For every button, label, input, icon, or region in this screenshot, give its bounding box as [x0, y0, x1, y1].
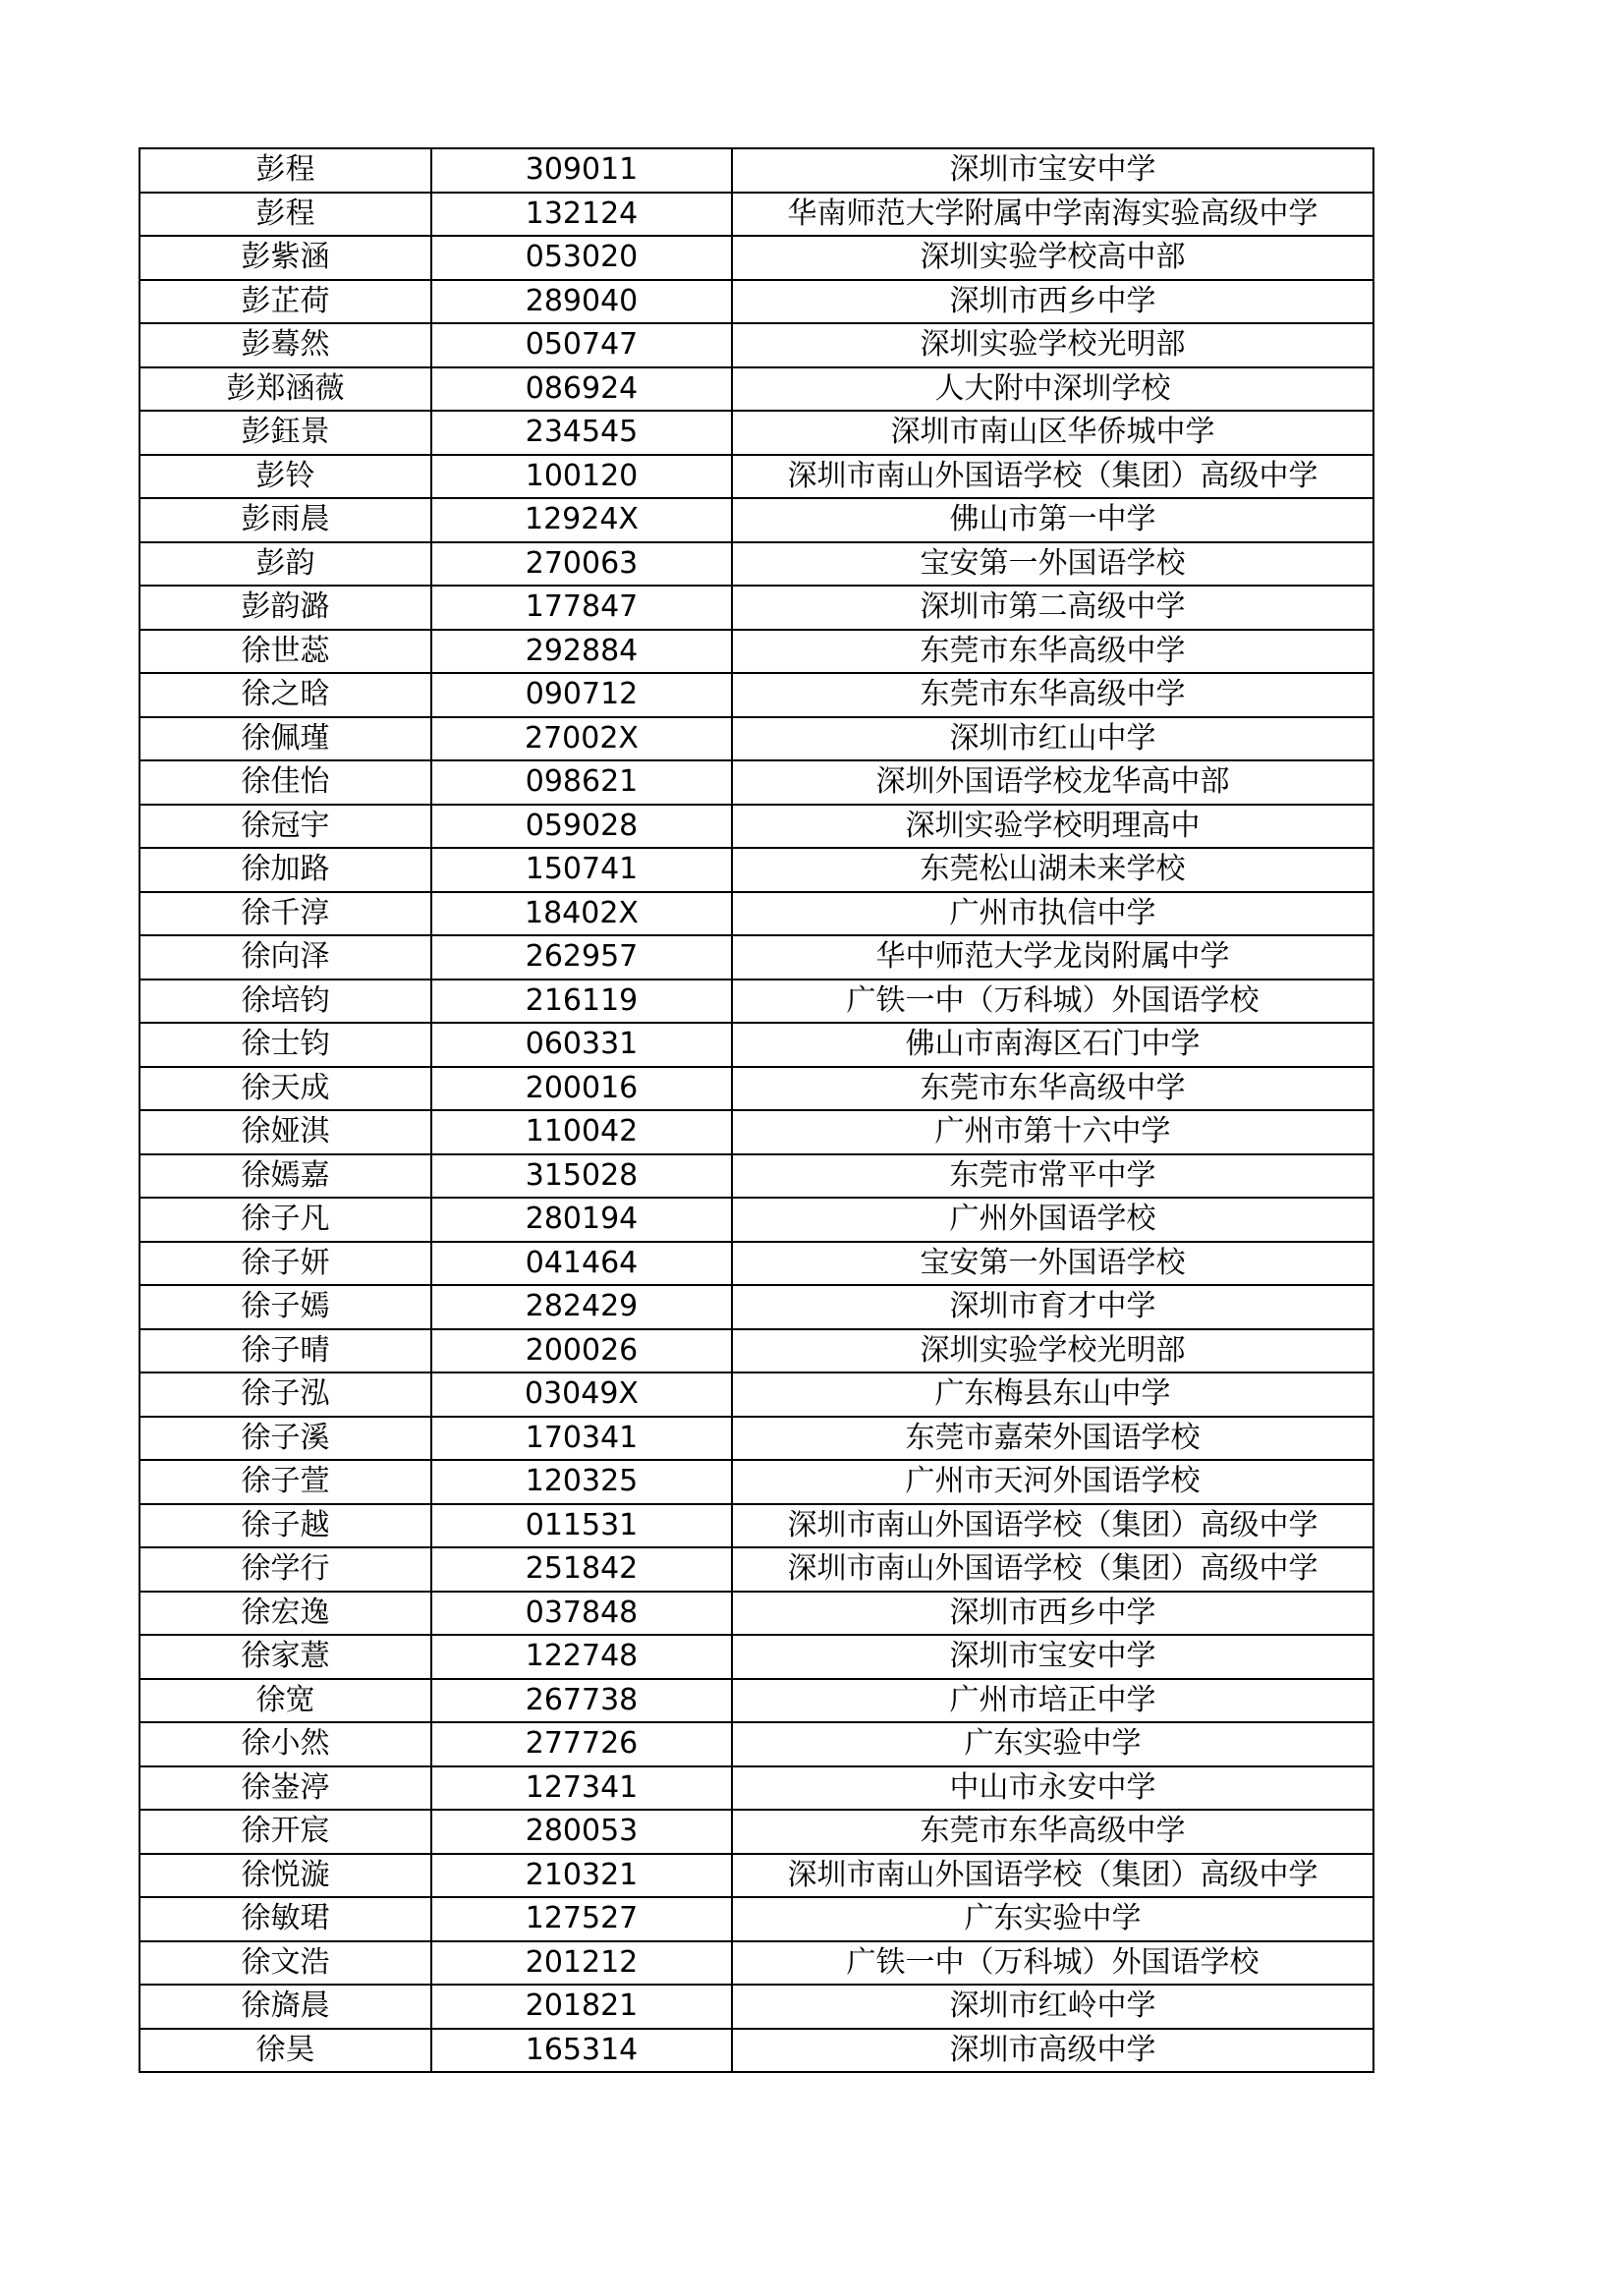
- student-name-cell: 彭雨晨: [140, 498, 431, 542]
- school-name-cell: 广东实验中学: [732, 1897, 1373, 1941]
- student-id-cell: 090712: [431, 673, 732, 717]
- student-name-cell: 徐敏珺: [140, 1897, 431, 1941]
- student-id-cell: 053020: [431, 236, 732, 280]
- student-name-cell: 彭韵潞: [140, 586, 431, 630]
- student-name-cell: 徐开宸: [140, 1810, 431, 1854]
- student-name-cell: 徐文浩: [140, 1941, 431, 1986]
- student-id-cell: 165314: [431, 2029, 732, 2073]
- table-row: [140, 1242, 1373, 1286]
- student-id-cell: 110042: [431, 1110, 732, 1154]
- student-name-cell: 徐子晴: [140, 1329, 431, 1373]
- student-id-cell: 210321: [431, 1854, 732, 1898]
- student-list-body: [140, 148, 1373, 2072]
- student-id-cell: 041464: [431, 1242, 732, 1286]
- student-name-cell: 徐崟渟: [140, 1766, 431, 1811]
- student-id-cell: 201212: [431, 1941, 732, 1986]
- student-id-cell: 120325: [431, 1460, 732, 1504]
- school-name-cell: 深圳市高级中学: [732, 2029, 1373, 2073]
- student-id-cell: 289040: [431, 280, 732, 324]
- table-row: [140, 935, 1373, 980]
- school-name-cell: 东莞市常平中学: [732, 1154, 1373, 1199]
- school-name-cell: 深圳市育才中学: [732, 1285, 1373, 1329]
- table-row: [140, 148, 1373, 193]
- student-id-cell: 150741: [431, 848, 732, 892]
- student-name-cell: 徐娅淇: [140, 1110, 431, 1154]
- student-id-cell: 201821: [431, 1985, 732, 2029]
- school-name-cell: 深圳市宝安中学: [732, 1635, 1373, 1679]
- student-id-cell: 315028: [431, 1154, 732, 1199]
- student-list-table: [139, 147, 1374, 2073]
- student-id-cell: 309011: [431, 148, 732, 193]
- student-name-cell: 徐培钧: [140, 980, 431, 1024]
- student-id-cell: 270063: [431, 542, 732, 587]
- student-id-cell: 200026: [431, 1329, 732, 1373]
- school-name-cell: 中山市永安中学: [732, 1766, 1373, 1811]
- table-row: [140, 1460, 1373, 1504]
- table-row: [140, 2029, 1373, 2073]
- school-name-cell: 深圳实验学校光明部: [732, 1329, 1373, 1373]
- table-row: [140, 1023, 1373, 1067]
- school-name-cell: 广州市执信中学: [732, 892, 1373, 936]
- student-id-cell: 280053: [431, 1810, 732, 1854]
- student-id-cell: 03049X: [431, 1372, 732, 1417]
- table-row: [140, 1504, 1373, 1548]
- student-id-cell: 177847: [431, 586, 732, 630]
- student-name-cell: 徐天成: [140, 1067, 431, 1111]
- school-name-cell: 广铁一中（万科城）外国语学校: [732, 980, 1373, 1024]
- table-row: [140, 848, 1373, 892]
- school-name-cell: 广东实验中学: [732, 1722, 1373, 1766]
- table-row: [140, 1198, 1373, 1242]
- table-row: [140, 280, 1373, 324]
- school-name-cell: 东莞市东华高级中学: [732, 673, 1373, 717]
- student-name-cell: 徐士钧: [140, 1023, 431, 1067]
- student-name-cell: 徐千淳: [140, 892, 431, 936]
- table-row: [140, 367, 1373, 412]
- student-name-cell: 徐子凡: [140, 1198, 431, 1242]
- student-id-cell: 234545: [431, 411, 732, 455]
- school-name-cell: 佛山市第一中学: [732, 498, 1373, 542]
- student-name-cell: 徐宽: [140, 1679, 431, 1723]
- student-id-cell: 059028: [431, 805, 732, 849]
- student-name-cell: 彭蓦然: [140, 323, 431, 367]
- school-name-cell: 东莞市东华高级中学: [732, 1067, 1373, 1111]
- student-name-cell: 徐世蕊: [140, 630, 431, 674]
- school-name-cell: 人大附中深圳学校: [732, 367, 1373, 412]
- school-name-cell: 深圳市红山中学: [732, 717, 1373, 761]
- student-id-cell: 011531: [431, 1504, 732, 1548]
- student-name-cell: 彭芷荷: [140, 280, 431, 324]
- student-id-cell: 12924X: [431, 498, 732, 542]
- student-name-cell: 徐子嫣: [140, 1285, 431, 1329]
- student-id-cell: 27002X: [431, 717, 732, 761]
- school-name-cell: 东莞市东华高级中学: [732, 1810, 1373, 1854]
- school-name-cell: 东莞松山湖未来学校: [732, 848, 1373, 892]
- table-row: [140, 236, 1373, 280]
- table-row: [140, 1285, 1373, 1329]
- school-name-cell: 广铁一中（万科城）外国语学校: [732, 1941, 1373, 1986]
- table-row: [140, 1635, 1373, 1679]
- student-name-cell: 徐佳怡: [140, 760, 431, 805]
- table-row: [140, 717, 1373, 761]
- school-name-cell: 深圳市第二高级中学: [732, 586, 1373, 630]
- table-row: [140, 1547, 1373, 1592]
- student-name-cell: 徐嫣嘉: [140, 1154, 431, 1199]
- student-name-cell: 彭程: [140, 193, 431, 237]
- student-id-cell: 037848: [431, 1592, 732, 1636]
- school-name-cell: 深圳市红岭中学: [732, 1985, 1373, 2029]
- student-name-cell: 徐子泓: [140, 1372, 431, 1417]
- school-name-cell: 广州市培正中学: [732, 1679, 1373, 1723]
- table-row: [140, 1854, 1373, 1898]
- school-name-cell: 华南师范大学附属中学南海实验高级中学: [732, 193, 1373, 237]
- student-name-cell: 彭铃: [140, 455, 431, 499]
- student-id-cell: 277726: [431, 1722, 732, 1766]
- table-row: [140, 323, 1373, 367]
- table-row: [140, 1372, 1373, 1417]
- school-name-cell: 宝安第一外国语学校: [732, 542, 1373, 587]
- table-row: [140, 1941, 1373, 1986]
- table-row: [140, 1417, 1373, 1461]
- student-name-cell: 徐子妍: [140, 1242, 431, 1286]
- student-name-cell: 彭韵: [140, 542, 431, 587]
- student-id-cell: 282429: [431, 1285, 732, 1329]
- table-row: [140, 498, 1373, 542]
- table-row: [140, 586, 1373, 630]
- student-name-cell: 徐宏逸: [140, 1592, 431, 1636]
- student-id-cell: 216119: [431, 980, 732, 1024]
- student-name-cell: 徐佩瑾: [140, 717, 431, 761]
- school-name-cell: 深圳市西乡中学: [732, 1592, 1373, 1636]
- student-name-cell: 彭紫涵: [140, 236, 431, 280]
- school-name-cell: 深圳市南山外国语学校（集团）高级中学: [732, 455, 1373, 499]
- school-name-cell: 深圳市南山外国语学校（集团）高级中学: [732, 1854, 1373, 1898]
- school-name-cell: 广州外国语学校: [732, 1198, 1373, 1242]
- student-name-cell: 徐加路: [140, 848, 431, 892]
- school-name-cell: 东莞市嘉荣外国语学校: [732, 1417, 1373, 1461]
- student-name-cell: 徐学行: [140, 1547, 431, 1592]
- table-row: [140, 630, 1373, 674]
- table-row: [140, 892, 1373, 936]
- student-id-cell: 18402X: [431, 892, 732, 936]
- school-name-cell: 宝安第一外国语学校: [732, 1242, 1373, 1286]
- school-name-cell: 佛山市南海区石门中学: [732, 1023, 1373, 1067]
- table-row: [140, 805, 1373, 849]
- school-name-cell: 广东梅县东山中学: [732, 1372, 1373, 1417]
- student-id-cell: 127341: [431, 1766, 732, 1811]
- student-name-cell: 徐向泽: [140, 935, 431, 980]
- student-id-cell: 292884: [431, 630, 732, 674]
- student-id-cell: 098621: [431, 760, 732, 805]
- student-name-cell: 徐旖晨: [140, 1985, 431, 2029]
- student-id-cell: 251842: [431, 1547, 732, 1592]
- school-name-cell: 深圳实验学校高中部: [732, 236, 1373, 280]
- school-name-cell: 广州市天河外国语学校: [732, 1460, 1373, 1504]
- student-name-cell: 彭鈺景: [140, 411, 431, 455]
- table-row: [140, 1722, 1373, 1766]
- student-id-cell: 280194: [431, 1198, 732, 1242]
- school-name-cell: 华中师范大学龙岗附属中学: [732, 935, 1373, 980]
- school-name-cell: 深圳实验学校光明部: [732, 323, 1373, 367]
- student-name-cell: 徐子溪: [140, 1417, 431, 1461]
- school-name-cell: 深圳市南山外国语学校（集团）高级中学: [732, 1547, 1373, 1592]
- table-row: [140, 193, 1373, 237]
- table-row: [140, 455, 1373, 499]
- student-id-cell: 100120: [431, 455, 732, 499]
- student-id-cell: 170341: [431, 1417, 732, 1461]
- table-row: [140, 1110, 1373, 1154]
- school-name-cell: 深圳市宝安中学: [732, 148, 1373, 193]
- student-name-cell: 徐小然: [140, 1722, 431, 1766]
- student-id-cell: 200016: [431, 1067, 732, 1111]
- student-name-cell: 彭程: [140, 148, 431, 193]
- school-name-cell: 东莞市东华高级中学: [732, 630, 1373, 674]
- student-name-cell: 徐家薏: [140, 1635, 431, 1679]
- table-row: [140, 760, 1373, 805]
- table-row: [140, 980, 1373, 1024]
- table-row: [140, 1592, 1373, 1636]
- student-id-cell: 086924: [431, 367, 732, 412]
- student-id-cell: 122748: [431, 1635, 732, 1679]
- student-name-cell: 徐子越: [140, 1504, 431, 1548]
- table-row: [140, 1154, 1373, 1199]
- school-name-cell: 深圳市南山区华侨城中学: [732, 411, 1373, 455]
- student-name-cell: 徐冠宇: [140, 805, 431, 849]
- student-name-cell: 徐悦漩: [140, 1854, 431, 1898]
- student-name-cell: 徐之晗: [140, 673, 431, 717]
- student-name-cell: 彭郑涵薇: [140, 367, 431, 412]
- table-row: [140, 411, 1373, 455]
- table-row: [140, 673, 1373, 717]
- school-name-cell: 深圳市西乡中学: [732, 280, 1373, 324]
- table-row: [140, 1897, 1373, 1941]
- table-row: [140, 1679, 1373, 1723]
- school-name-cell: 深圳实验学校明理高中: [732, 805, 1373, 849]
- table-row: [140, 1067, 1373, 1111]
- student-name-cell: 徐昊: [140, 2029, 431, 2073]
- student-id-cell: 267738: [431, 1679, 732, 1723]
- school-name-cell: 深圳外国语学校龙华高中部: [732, 760, 1373, 805]
- table-row: [140, 1985, 1373, 2029]
- school-name-cell: 深圳市南山外国语学校（集团）高级中学: [732, 1504, 1373, 1548]
- student-id-cell: 060331: [431, 1023, 732, 1067]
- student-id-cell: 132124: [431, 193, 732, 237]
- student-id-cell: 127527: [431, 1897, 732, 1941]
- table-row: [140, 1766, 1373, 1811]
- student-name-cell: 徐子萱: [140, 1460, 431, 1504]
- school-name-cell: 广州市第十六中学: [732, 1110, 1373, 1154]
- table-row: [140, 1329, 1373, 1373]
- student-id-cell: 262957: [431, 935, 732, 980]
- table-row: [140, 542, 1373, 587]
- table-row: [140, 1810, 1373, 1854]
- student-id-cell: 050747: [431, 323, 732, 367]
